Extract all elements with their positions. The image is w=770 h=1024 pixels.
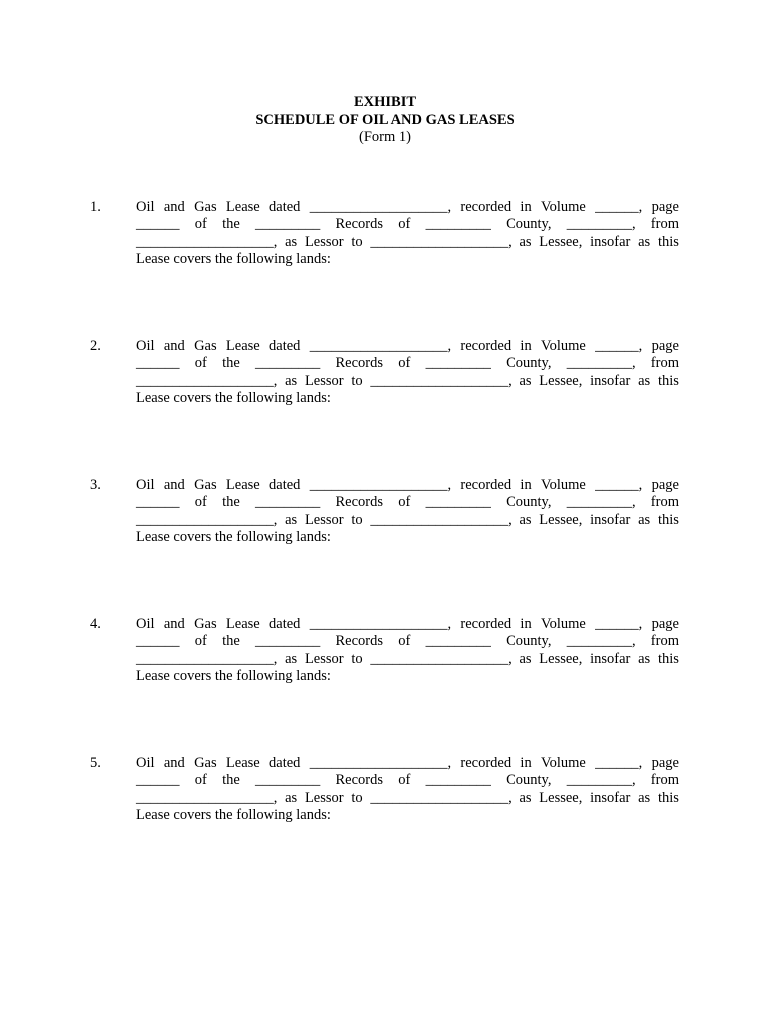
entry-word: as — [285, 233, 298, 250]
entry-word: Lessor — [304, 511, 344, 528]
entry-word: of — [194, 772, 207, 789]
entry-number: 1. — [90, 199, 101, 215]
entry-line — [136, 338, 679, 355]
blank-field: ___________________, — [370, 650, 512, 667]
entry-word: as — [519, 511, 532, 528]
entry-word: as — [519, 789, 532, 806]
entry-word: Lease — [225, 338, 260, 354]
entry-word: this — [657, 372, 679, 389]
entry-word: dated — [269, 199, 301, 215]
blank-field: ___________________, — [370, 233, 512, 250]
entry-word: of — [194, 494, 207, 511]
entry-word: Lessee, — [539, 511, 583, 528]
entry-word: County, — [506, 772, 552, 789]
blank-field: _________ — [255, 216, 321, 233]
entry-word: Oil — [136, 477, 155, 493]
entry-line — [136, 199, 679, 216]
entry-word: insofar — [590, 233, 631, 250]
entry-word: recorded — [460, 755, 512, 771]
blank-field: ___________________, — [370, 789, 512, 806]
entry-word: page — [651, 199, 679, 215]
entry-word: as — [638, 511, 651, 528]
entry-word: as — [638, 233, 651, 250]
document-header — [0, 94, 770, 147]
entry-word: and — [163, 338, 185, 354]
blank-field: _________ — [255, 633, 321, 650]
entry-word: Lessee, — [539, 789, 583, 806]
entry-word: insofar — [590, 511, 631, 528]
entry-word: Oil — [136, 616, 155, 632]
entry-word: Lease covers the following lands: — [136, 667, 331, 684]
blank-field: _________ — [425, 633, 491, 650]
entry-word: Volume — [541, 477, 586, 493]
entry-word: as — [638, 789, 651, 806]
entry-word: the — [222, 494, 240, 511]
entry-word: dated — [269, 338, 301, 354]
blank-field: _________ — [425, 216, 491, 233]
entry-word: of — [398, 772, 411, 789]
blank-field: _________ — [255, 772, 321, 789]
entry-line — [136, 355, 679, 372]
entry-word: as — [519, 233, 532, 250]
entry-word: as — [285, 372, 298, 389]
entry-word: to — [351, 650, 363, 667]
entry-word: County, — [506, 355, 552, 372]
entry-word: to — [351, 372, 363, 389]
blank-field: _________ — [425, 355, 491, 372]
entry-word: recorded — [460, 616, 512, 632]
entry-word: Records — [335, 355, 384, 372]
entry-word: Oil — [136, 338, 155, 354]
blank-field: _________ — [255, 355, 321, 372]
entry-word: to — [351, 789, 363, 806]
entry-number: 2. — [90, 338, 101, 354]
entry-word: the — [222, 772, 240, 789]
entry-word: as — [285, 511, 298, 528]
entry-word: dated — [269, 755, 301, 771]
entry-word: as — [519, 650, 532, 667]
entry-line — [136, 251, 679, 268]
entry-word: and — [163, 199, 185, 215]
entry-line — [136, 477, 679, 494]
entry-word: of — [398, 633, 411, 650]
blank-field: _________, — [566, 633, 636, 650]
entry-line — [136, 755, 679, 772]
blank-field: ___________________, — [309, 755, 452, 771]
entry-word: Volume — [541, 338, 586, 354]
entry-word: this — [657, 789, 679, 806]
entry-word: in — [520, 616, 532, 632]
blank-field: ___________________, — [136, 372, 278, 389]
entry-word: the — [222, 216, 240, 233]
entry-word: as — [519, 372, 532, 389]
entry-word: Lessee, — [539, 233, 583, 250]
entry-word: from — [650, 772, 679, 789]
blank-field: ______ — [136, 216, 180, 233]
entry-word: Lessor — [304, 789, 344, 806]
entry-line — [136, 790, 679, 807]
entry-line — [136, 529, 679, 546]
entry-word: in — [520, 477, 532, 493]
exhibit-heading: EXHIBIT — [353, 94, 417, 110]
entry-word: Lease covers the following lands: — [136, 528, 331, 545]
blank-field: _________, — [566, 355, 636, 372]
entry-word: Lease — [225, 616, 260, 632]
entry-word: Lessor — [304, 233, 344, 250]
entry-word: in — [520, 755, 532, 771]
entry-line — [136, 216, 679, 233]
entry-word: in — [520, 338, 532, 354]
entry-word: Gas — [194, 199, 217, 215]
entry-word: as — [638, 650, 651, 667]
blank-field: ______, — [595, 199, 643, 215]
blank-field: ___________________, — [309, 477, 452, 493]
entry-word: of — [398, 216, 411, 233]
blank-field: ______, — [595, 616, 643, 632]
entry-word: as — [285, 789, 298, 806]
entry-number: 4. — [90, 616, 101, 632]
blank-field: _________, — [566, 772, 636, 789]
entry-word: Lease covers the following lands: — [136, 806, 331, 823]
entry-word: Records — [335, 494, 384, 511]
entry-number: 5. — [90, 755, 101, 771]
blank-field: ______ — [136, 494, 180, 511]
blank-field: _________ — [425, 494, 491, 511]
entry-word: of — [398, 494, 411, 511]
blank-field: ___________________, — [136, 789, 278, 806]
entry-word: in — [520, 199, 532, 215]
blank-field: ______, — [595, 477, 643, 493]
blank-field: ___________________, — [309, 616, 452, 632]
entry-line — [136, 234, 679, 251]
blank-field: ______, — [595, 338, 643, 354]
blank-field: ______, — [595, 755, 643, 771]
entry-word: Lease — [225, 199, 260, 215]
entry-word: the — [222, 355, 240, 372]
entry-word: Lessor — [304, 372, 344, 389]
entry-word: page — [651, 616, 679, 632]
entry-word: from — [650, 633, 679, 650]
entry-line — [136, 633, 679, 650]
entry-word: from — [650, 355, 679, 372]
schedule-title: SCHEDULE OF OIL AND GAS LEASES — [255, 111, 515, 128]
blank-field: ___________________, — [136, 511, 278, 528]
entry-word: to — [351, 511, 363, 528]
entry-word: Oil — [136, 199, 155, 215]
entry-word: and — [163, 477, 185, 493]
blank-field: ___________________, — [309, 199, 452, 215]
entry-word: Volume — [541, 199, 586, 215]
entry-text — [136, 338, 679, 407]
entry-word: Gas — [194, 755, 217, 771]
entry-word: as — [285, 650, 298, 667]
entry-text — [136, 477, 679, 546]
entry-word: Volume — [541, 755, 586, 771]
entry-word: Lessee, — [539, 650, 583, 667]
entry-word: Lease — [225, 755, 260, 771]
entry-line — [136, 494, 679, 511]
entry-line — [136, 807, 679, 824]
entry-word: as — [638, 372, 651, 389]
entry-word: Records — [335, 633, 384, 650]
entry-word: Gas — [194, 477, 217, 493]
entry-number: 3. — [90, 477, 101, 493]
entry-line — [136, 668, 679, 685]
form-label: (Form 1) — [359, 129, 411, 145]
entry-word: insofar — [590, 372, 631, 389]
entry-word: Gas — [194, 616, 217, 632]
entry-word: from — [650, 216, 679, 233]
blank-field: ___________________, — [136, 650, 278, 667]
entry-word: this — [657, 233, 679, 250]
entry-word: Gas — [194, 338, 217, 354]
blank-field: _________, — [566, 494, 636, 511]
entry-line — [136, 512, 679, 529]
entry-word: page — [651, 338, 679, 354]
entry-word: Lease covers the following lands: — [136, 389, 331, 406]
entry-word: page — [651, 755, 679, 771]
entry-word: recorded — [460, 338, 512, 354]
entry-word: of — [194, 355, 207, 372]
entry-word: from — [650, 494, 679, 511]
entry-word: Lessee, — [539, 372, 583, 389]
entry-word: insofar — [590, 789, 631, 806]
entry-word: County, — [506, 494, 552, 511]
blank-field: ___________________, — [370, 372, 512, 389]
entry-word: Oil — [136, 755, 155, 771]
entry-word: Lease covers the following lands: — [136, 250, 331, 267]
entry-word: Records — [335, 772, 384, 789]
entry-word: of — [194, 216, 207, 233]
entry-word: and — [163, 616, 185, 632]
entry-word: to — [351, 233, 363, 250]
entry-word: County, — [506, 633, 552, 650]
entry-word: Records — [335, 216, 384, 233]
blank-field: ______ — [136, 355, 180, 372]
blank-field: ______ — [136, 772, 180, 789]
blank-field: ___________________, — [309, 338, 452, 354]
blank-field: _________ — [255, 494, 321, 511]
entry-word: the — [222, 633, 240, 650]
entry-word: dated — [269, 616, 301, 632]
entry-text — [136, 199, 679, 268]
blank-field: _________, — [566, 216, 636, 233]
entry-word: Volume — [541, 616, 586, 632]
entry-line — [136, 651, 679, 668]
entry-word: County, — [506, 216, 552, 233]
entry-word: Lessor — [304, 650, 344, 667]
entry-line — [136, 390, 679, 407]
entry-line — [136, 616, 679, 633]
entry-text — [136, 616, 679, 685]
blank-field: _________ — [425, 772, 491, 789]
entry-word: recorded — [460, 199, 512, 215]
entry-word: this — [657, 650, 679, 667]
entry-word: and — [163, 755, 185, 771]
entry-line — [136, 373, 679, 390]
entry-word: recorded — [460, 477, 512, 493]
blank-field: ___________________, — [136, 233, 278, 250]
entry-word: page — [651, 477, 679, 493]
entry-line — [136, 772, 679, 789]
entry-word: dated — [269, 477, 301, 493]
entry-word: of — [194, 633, 207, 650]
entry-word: insofar — [590, 650, 631, 667]
entry-word: Lease — [225, 477, 260, 493]
entry-word: of — [398, 355, 411, 372]
blank-field: ___________________, — [370, 511, 512, 528]
entry-word: this — [657, 511, 679, 528]
blank-field: ______ — [136, 633, 180, 650]
entry-text — [136, 755, 679, 824]
